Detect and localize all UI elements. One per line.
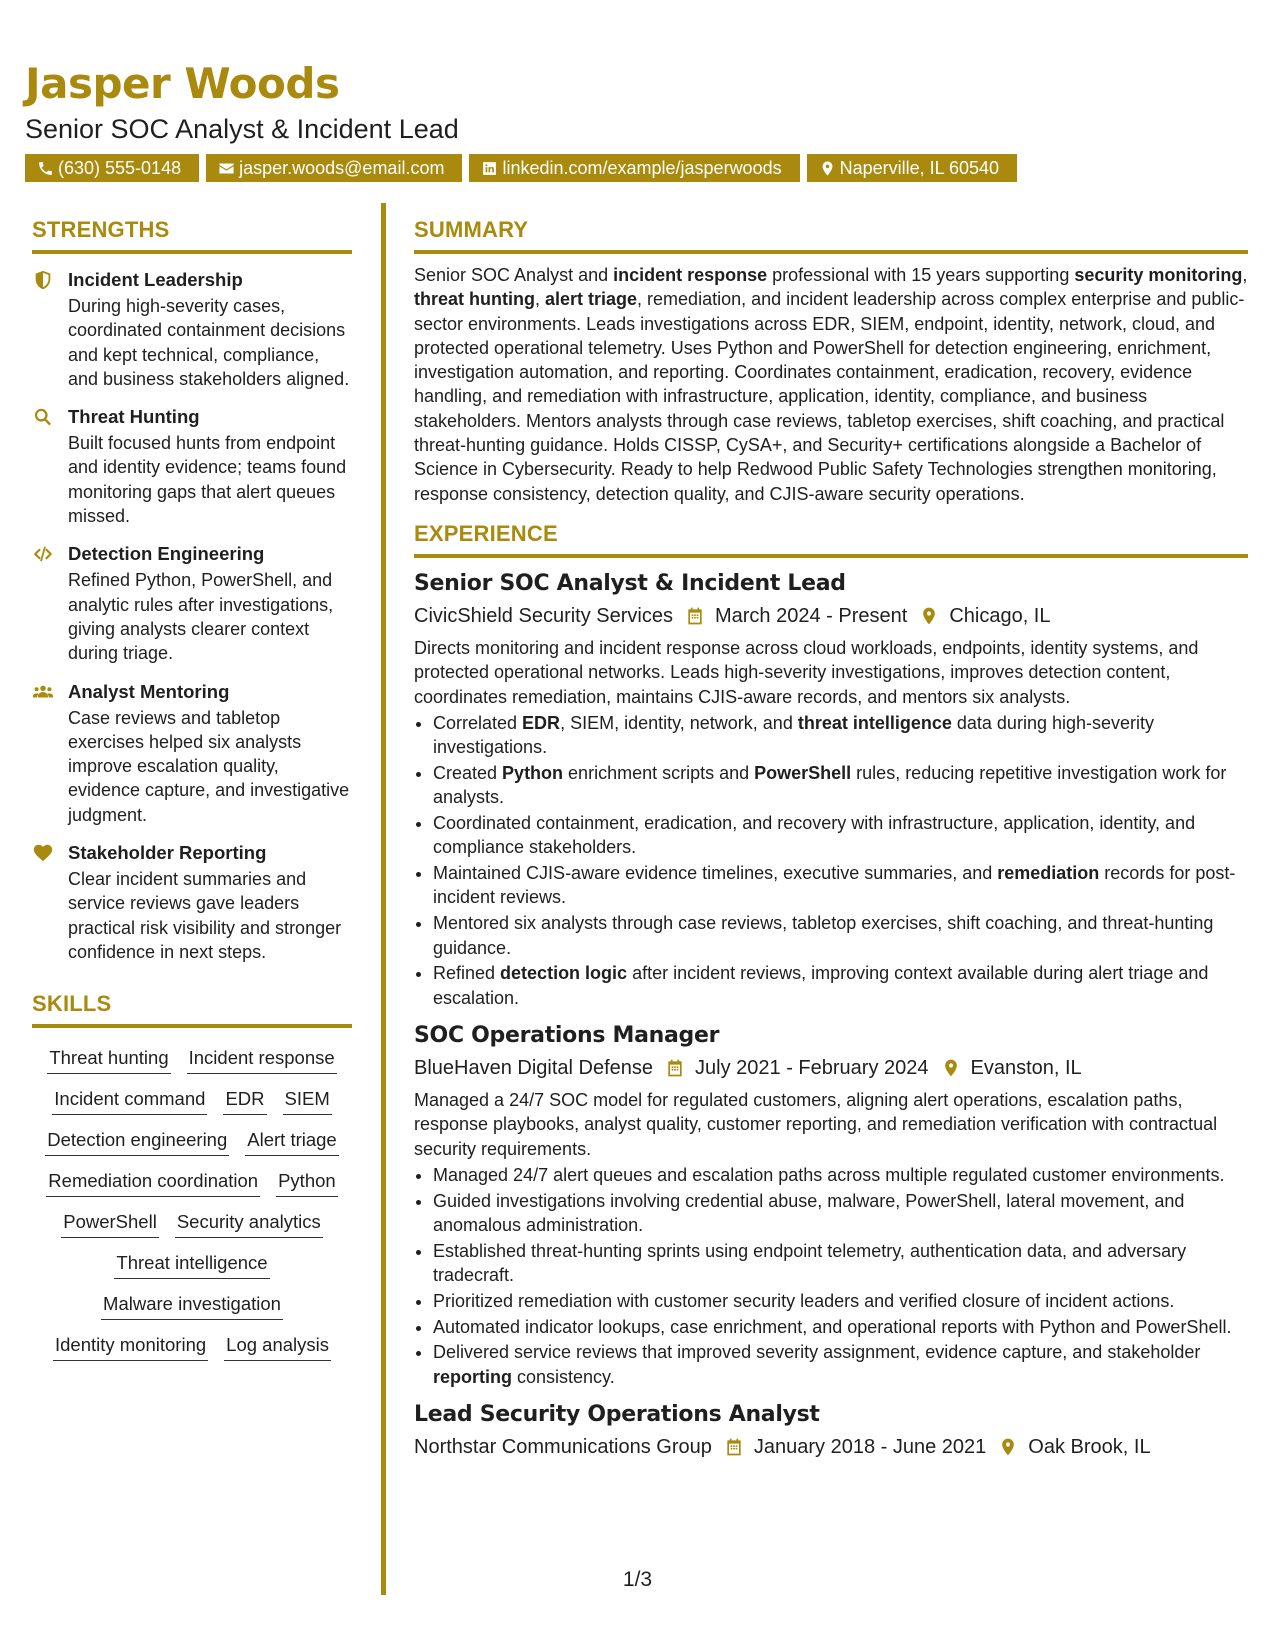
map-pin-icon <box>998 1437 1018 1457</box>
text-run: Mentored six analysts through case reviews, tabletop exercises, shift coaching, and threat-hunting guidance. <box>433 913 1214 958</box>
job-location: Chicago, IL <box>949 604 1051 627</box>
strength-item <box>32 841 352 964</box>
location-text: Naperville, IL 60540 <box>839 158 1000 178</box>
text-run: Refined <box>433 963 501 984</box>
skill-tag: Log analysis <box>224 1333 331 1361</box>
code-icon <box>32 543 54 565</box>
skill-tag: SIEM <box>283 1087 332 1115</box>
search-icon <box>32 406 54 428</box>
experience-heading: EXPERIENCE <box>414 520 1248 558</box>
job-entry <box>414 1022 1248 1389</box>
job-bullet <box>433 1239 1248 1288</box>
job-bullet <box>433 711 1248 760</box>
contact-location <box>807 154 1017 182</box>
strength-title: Analyst Mentoring <box>68 680 230 702</box>
candidate-name: Jasper Woods <box>25 59 340 108</box>
job-bullet <box>433 1289 1248 1313</box>
emphasis-text: security monitoring <box>1074 265 1243 285</box>
calendar-icon <box>665 1058 685 1078</box>
contact-email[interactable] <box>206 154 462 182</box>
job-bullets <box>414 711 1248 1010</box>
map-pin-icon <box>819 160 836 177</box>
text-run: Managed 24/7 alert queues and escalation paths across multiple regulated customer environments. <box>433 1164 1225 1185</box>
job-bullet <box>433 911 1248 960</box>
text-run: data during high-severity investigations. <box>433 712 1155 758</box>
phone-text: (630) 555-0148 <box>58 158 182 178</box>
text-run: , <box>1242 265 1248 285</box>
job-bullet <box>433 811 1248 860</box>
emphasis-text: threat intelligence <box>797 712 952 733</box>
right-column <box>414 216 1248 1462</box>
summary-heading: SUMMARY <box>414 216 1248 254</box>
contact-bar <box>25 154 1255 182</box>
users-icon <box>32 681 54 703</box>
strength-item <box>32 405 352 528</box>
resume-header <box>25 60 1255 182</box>
job-company: Northstar Communications Group <box>414 1435 712 1458</box>
strength-title: Threat Hunting <box>68 406 200 428</box>
text-run: Coordinated containment, eradication, and recovery with infrastructure, application, identity, and compliance stakeholders. <box>433 813 1196 858</box>
emphasis-text: EDR <box>522 712 561 733</box>
strengths-list <box>32 268 352 964</box>
job-location: Evanston, IL <box>970 1056 1082 1079</box>
contact-linkedin[interactable] <box>469 154 799 182</box>
calendar-icon <box>724 1437 744 1457</box>
emphasis-text: PowerShell <box>754 762 852 783</box>
page-number: 1/3 <box>622 1568 653 1591</box>
experience-list <box>414 570 1248 1462</box>
job-role: Lead Security Operations Analyst <box>414 1401 820 1427</box>
skill-tag: Identity monitoring <box>53 1333 208 1361</box>
text-run: consistency. <box>512 1366 615 1387</box>
job-meta <box>414 601 1248 631</box>
job-dates: July 2021 - February 2024 <box>695 1056 929 1079</box>
skill-tag: Threat hunting <box>47 1046 170 1074</box>
strength-item <box>32 680 352 827</box>
emphasis-text: remediation <box>997 863 1100 884</box>
job-role: SOC Operations Manager <box>414 1022 720 1048</box>
envelope-icon <box>218 160 235 177</box>
strength-desc: Clear incident summaries and service reviews gave leaders practical risk visibility and stronger confidence in next steps. <box>68 869 342 962</box>
map-pin-icon <box>919 606 939 626</box>
text-run: after incident reviews, improving context available during alert triage and escalation. <box>433 963 1209 1008</box>
phone-icon <box>37 160 54 177</box>
text-run: , remediation, and incident leadership across complex enterprise and public-sector environments. Leads investigations across EDR, SIEM, endpoint, identity, network, cloud, and protected operational telemetry. Uses Python and PowerShell for detection engineering, enrichment, investigation automation, and reporting. Coordinates containment, eradication, recovery, evidence handling, and remediation with infrastructure, application, identity, compliance, and business stakeholders. Mentors analysts through case reviews, tabletop exercises, shift coaching, and practical threat-hunting guidance. Holds CISSP, CySA+, and Security+ certifications alongside a Bachelor of Science in Cybersecurity. Ready to help Redwood Public Safety Technologies strengthen monitoring, response consistency, detection quality, and CJIS-aware security operations. <box>414 289 1245 504</box>
job-bullet <box>433 1315 1248 1339</box>
emphasis-text: reporting <box>433 1366 512 1387</box>
skills-heading: SKILLS <box>32 990 352 1028</box>
job-dates: March 2024 - Present <box>714 604 908 627</box>
emphasis-text: detection logic <box>500 963 628 984</box>
skill-tag: PowerShell <box>61 1210 159 1238</box>
text-run: Maintained CJIS-aware evidence timelines, executive summaries, and <box>433 863 998 884</box>
text-run: enrichment scripts and <box>563 762 755 783</box>
contact-phone[interactable] <box>25 154 199 182</box>
text-run: Established threat-hunting sprints using endpoint telemetry, authentication data, and adversary tradecraft. <box>433 1240 1187 1285</box>
job-bullets <box>414 1163 1248 1389</box>
job-bullet <box>433 961 1248 1010</box>
text-run: Automated indicator lookups, case enrichment, and operational reports with Python and PowerShell. <box>433 1316 1232 1337</box>
job-meta <box>414 1432 1248 1462</box>
emphasis-text: threat hunting <box>414 289 535 310</box>
job-bullet <box>433 1163 1248 1187</box>
skill-tag: EDR <box>223 1087 266 1115</box>
text-run: Prioritized remediation with customer security leaders and verified closure of incident actions. <box>433 1290 1175 1311</box>
emphasis-text: Python <box>502 762 564 783</box>
text-run: professional with 15 years supporting <box>767 265 1075 285</box>
job-description: Managed a 24/7 SOC model for regulated customers, aligning alert operations, escalation paths, response playbooks, analyst quality, customer reporting, and remediation verification with contractual security requirements. <box>414 1089 1218 1159</box>
strength-desc: Refined Python, PowerShell, and analytic rules after investigations, giving analysts clearer context during triage. <box>68 570 334 664</box>
text-run: Correlated <box>433 712 523 733</box>
job-description: Directs monitoring and incident response across cloud workloads, endpoints, identity systems, and protected operational networks. Leads high-severity investigations, improves detection content, coordinates remediation, maintains CJIS-aware records, and mentors six analysts. <box>414 637 1199 707</box>
linkedin-icon <box>481 160 498 177</box>
job-location: Oak Brook, IL <box>1028 1435 1151 1458</box>
strength-item <box>32 542 352 665</box>
text-run: , SIEM, identity, network, and <box>560 712 798 733</box>
job-bullet <box>433 1189 1248 1238</box>
column-divider <box>381 203 386 1595</box>
job-entry <box>414 1401 1248 1462</box>
skill-tag: Incident response <box>187 1046 337 1074</box>
strengths-heading: STRENGTHS <box>32 216 352 254</box>
skill-tag: Security analytics <box>175 1210 323 1238</box>
job-company: BlueHaven Digital Defense <box>414 1056 654 1079</box>
job-bullet <box>433 861 1248 910</box>
heart-icon <box>32 842 54 864</box>
strength-item <box>32 268 352 391</box>
email-text: jasper.woods@email.com <box>239 158 445 178</box>
strength-title: Stakeholder Reporting <box>68 842 267 864</box>
skill-tag: Remediation coordination <box>46 1169 260 1197</box>
text-run: Senior SOC Analyst and <box>414 265 614 285</box>
job-dates: January 2018 - June 2021 <box>753 1435 987 1458</box>
skill-tag: Incident command <box>52 1087 207 1115</box>
text-run: , <box>534 289 545 310</box>
skill-tag: Alert triage <box>245 1128 338 1156</box>
emphasis-text: incident response <box>613 265 768 285</box>
calendar-icon <box>685 606 705 626</box>
text-run: Delivered service reviews that improved severity assignment, evidence capture, and stakeholder <box>433 1342 1201 1363</box>
shield-icon <box>32 269 54 291</box>
linkedin-text: linkedin.com/example/jasperwoods <box>502 158 782 178</box>
job-bullet <box>433 761 1248 810</box>
job-bullet <box>433 1340 1248 1389</box>
job-role: Senior SOC Analyst & Incident Lead <box>414 570 846 596</box>
strength-desc: Case reviews and tabletop exercises helped six analysts improve escalation quality, evidence capture, and investigative judgment. <box>68 707 350 825</box>
skills-list <box>32 1046 352 1361</box>
emphasis-text: alert triage <box>545 289 638 310</box>
strength-desc: Built focused hunts from endpoint and identity evidence; teams found monitoring gaps that alert queues missed. <box>68 433 347 527</box>
skill-tag: Threat intelligence <box>114 1251 269 1279</box>
candidate-title: Senior SOC Analyst & Incident Lead <box>25 114 459 144</box>
text-run: Guided investigations involving credential abuse, malware, PowerShell, lateral movement, and anomalous administration. <box>433 1190 1185 1235</box>
text-run: records for post-incident reviews. <box>433 863 1236 908</box>
skill-tag: Detection engineering <box>45 1128 229 1156</box>
job-company: CivicShield Security Services <box>414 604 673 627</box>
job-entry <box>414 570 1248 1010</box>
text-run: Created <box>433 762 503 783</box>
summary-text <box>414 263 1248 506</box>
strength-desc: During high-severity cases, coordinated containment decisions and kept technical, compliance, and business stakeholders aligned. <box>68 296 350 389</box>
skill-tag: Malware investigation <box>101 1292 283 1320</box>
left-column <box>32 216 352 1361</box>
job-meta <box>414 1053 1248 1083</box>
skill-tag: Python <box>276 1169 338 1197</box>
strength-title: Detection Engineering <box>68 543 265 565</box>
map-pin-icon <box>941 1058 961 1078</box>
text-run: rules, reducing repetitive investigation work for analysts. <box>433 762 1227 808</box>
strength-title: Incident Leadership <box>68 269 243 290</box>
